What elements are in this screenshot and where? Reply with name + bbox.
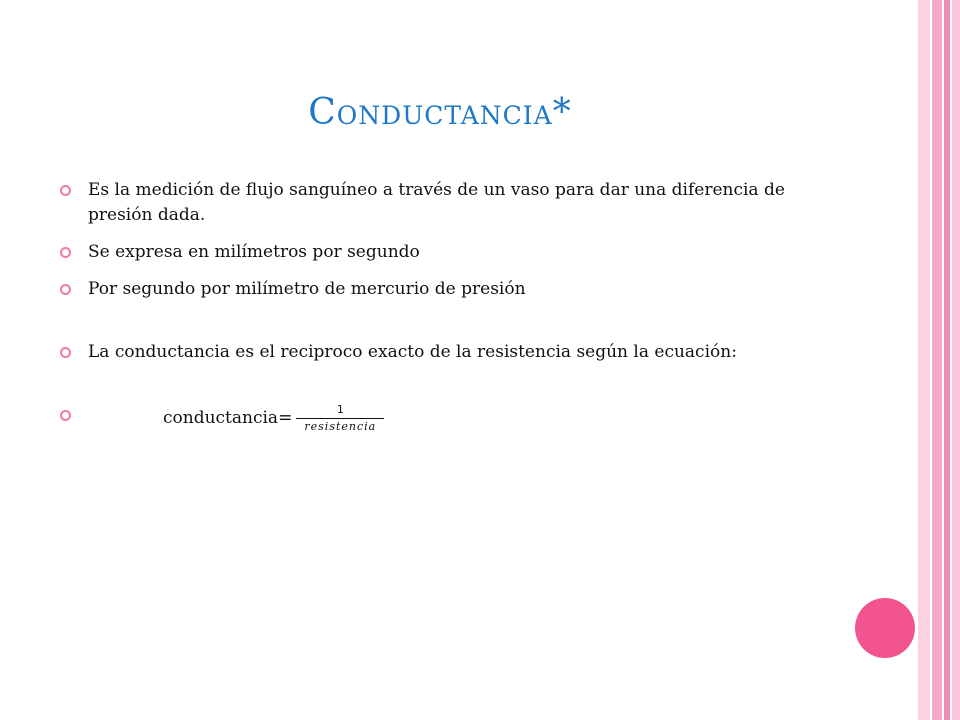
formula-numerator: 1 [296,403,384,419]
side-bar-light [918,0,930,720]
bullet-text: La conductancia es el reciproco exacto de la resistencia según la ecuación: [88,342,737,362]
bullet-item [60,277,850,302]
decorative-side-bars [918,0,960,720]
side-bar-dark [944,0,950,720]
side-bar-mid [932,0,942,720]
slide-title-asterisk: * [552,92,572,133]
slide-title [0,92,880,133]
bullet-circle-icon [60,284,71,295]
side-bar-edge [952,0,960,720]
formula-denominator: resistencia [304,420,377,433]
slide-title-text: Conductancia [308,92,553,133]
formula-lhs: conductancia= [163,408,293,428]
bullet-text: Es la medición de flujo sanguíneo a través de un vaso para dar una diferencia de presión dada. [88,180,785,225]
bullet-item [60,340,850,365]
bullet-circle-icon [60,185,71,196]
bullet-text: Se expresa en milímetros por segundo [88,242,420,262]
bullet-item [60,240,850,265]
bullet-item [60,178,850,228]
bullet-item-formula [60,403,850,434]
bullet-circle-icon [60,347,71,358]
bullet-circle-icon [60,247,71,258]
bullet-text: Por segundo por milímetro de mercurio de presión [88,279,526,299]
formula [88,403,850,434]
decorative-circle [855,598,915,658]
bullet-list [60,178,850,434]
formula-fraction [296,403,384,434]
bullet-circle-icon [60,410,71,421]
